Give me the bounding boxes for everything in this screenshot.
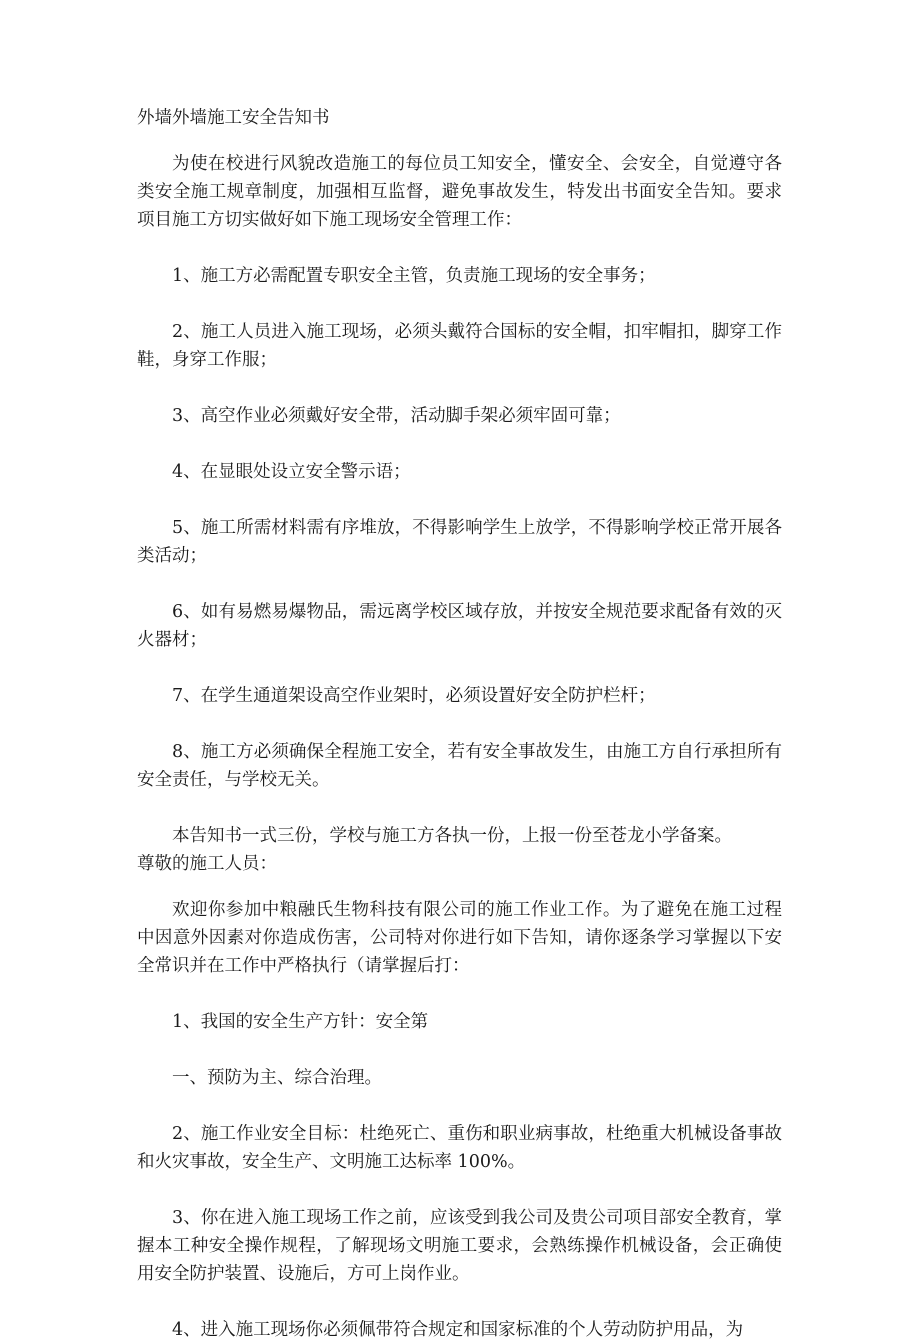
salutation: 尊敬的施工人员： bbox=[137, 854, 277, 874]
document-title: 外墙外墙施工安全告知书 bbox=[137, 108, 330, 128]
paragraph-copies-note: 本告知书一式三份，学校与施工方各执一份，上报一份至苍龙小学备案。 bbox=[172, 826, 732, 846]
paragraph-item-3: 3、高空作业必须戴好安全带，活动脚手架必须牢固可靠； bbox=[172, 406, 621, 426]
paragraph-rule-1-cont: 一、预防为主、综合治理。 bbox=[172, 1068, 382, 1088]
document-body bbox=[137, 104, 782, 1344]
paragraph-rule-2: 2、施工作业安全目标：杜绝死亡、重伤和职业病事故，杜绝重大机械设备事故和火灾事故，安全生产、文明施工达标率 100%。 bbox=[137, 1124, 782, 1172]
paragraph-item-7: 7、在学生通道架设高空作业架时，必须设置好安全防护栏杆； bbox=[172, 686, 656, 706]
paragraph-item-8: 8、施工方必须确保全程施工安全，若有安全事故发生，由施工方自行承担所有安全责任，与学校无关。 bbox=[137, 742, 782, 790]
paragraph-item-1: 1、施工方必需配置专职安全主管，负责施工现场的安全事务； bbox=[172, 266, 656, 286]
paragraph-rule-3: 3、你在进入施工现场工作之前，应该受到我公司及贵公司项目部安全教育，掌握本工种安全操作规程，了解现场文明施工要求，会熟练操作机械设备，会正确使用安全防护装置、设施后，方可上岗作业。 bbox=[137, 1208, 782, 1284]
paragraph-intro: 为使在校进行风貌改造施工的每位员工知安全，懂安全、会安全，自觉遵守各类安全施工规章制度，加强相互监督，避免事故发生，特发出书面安全告知。要求项目施工方切实做好如下施工现场安全管理工作： bbox=[137, 154, 782, 230]
paragraph-item-2: 2、施工人员进入施工现场，必须头戴符合国标的安全帽，扣牢帽扣，脚穿工作鞋，身穿工作服； bbox=[137, 322, 782, 370]
paragraph-item-4: 4、在显眼处设立安全警示语； bbox=[172, 462, 411, 482]
paragraph-item-5: 5、施工所需材料需有序堆放，不得影响学生上放学，不得影响学校正常开展各类活动； bbox=[137, 518, 782, 566]
paragraph-rule-4: 4、进入施工现场你必须佩带符合规定和国家标准的个人劳动防护用品，为 bbox=[172, 1320, 744, 1340]
paragraph-item-6: 6、如有易燃易爆物品，需远离学校区域存放，并按安全规范要求配备有效的灭火器材； bbox=[137, 602, 782, 650]
paragraph-welcome: 欢迎你参加中粮融氏生物科技有限公司的施工作业工作。为了避免在施工过程中因意外因素对你造成伤害，公司特对你进行如下告知，请你逐条学习掌握以下安全常识并在工作中严格执行（请掌握后打： bbox=[137, 900, 782, 976]
paragraph-rule-1: 1、我国的安全生产方针：安全第 bbox=[172, 1012, 429, 1032]
